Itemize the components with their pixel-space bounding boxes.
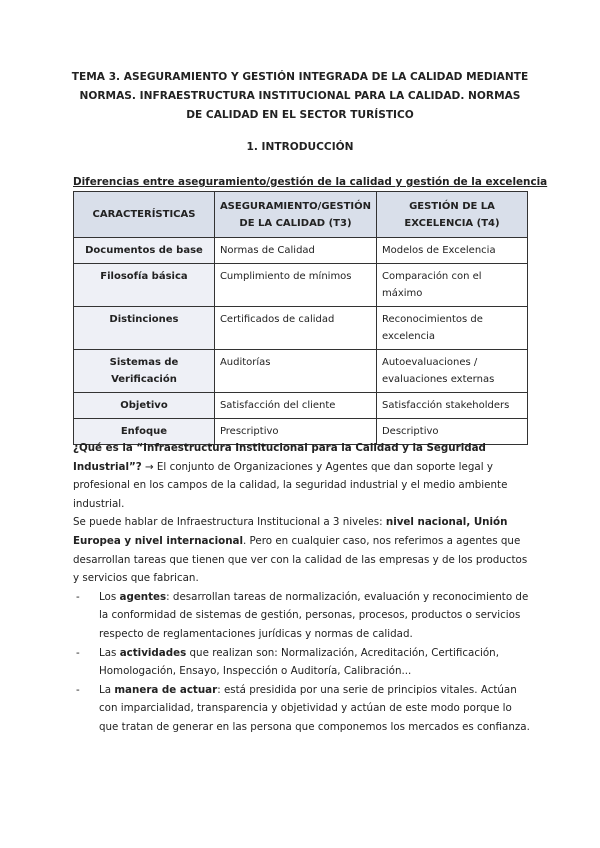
table-row (74, 307, 528, 350)
text: . Pero en cualquier caso, nos referimos a agentes que desarrollan tareas que tienen que ver con la calidad de las empresas y de los productos y servicios que fabrican. (73, 534, 528, 585)
row-label-cell: Objetivo (74, 393, 215, 419)
table-cell: Normas de Calidad (214, 238, 376, 264)
text: : está presidida por una serie de principios vitales. Actúan con imparcialidad, transparencia y objetividad y actúan de este modo porque lo que tratan de generar en las persona que componemos los mercados es confianza. (99, 683, 530, 733)
table-cell: Auditorías (214, 350, 376, 393)
header-cell: ASEGURAMIENTO/GESTIÓN DE LA CALIDAD (T3) (214, 192, 376, 238)
text: La (99, 683, 115, 696)
list-item (73, 681, 533, 737)
bold-text: nivel nacional, Unión Europea y nivel internacional (73, 516, 508, 547)
table-cell: Satisfacción stakeholders (376, 393, 527, 419)
table-cell: Reconocimientos de excelencia (376, 307, 527, 350)
row-label-cell: Sistemas de Verificación (74, 350, 215, 393)
row-label-cell: Distinciones (74, 307, 215, 350)
header-cell: CARACTERÍSTICAS (74, 192, 215, 238)
paragraph (73, 439, 533, 513)
row-label-cell: Filosofía básica (74, 264, 215, 307)
table-cell: Descriptivo (376, 419, 527, 445)
bold-text: agentes (119, 590, 167, 603)
table-cell: Certificados de calidad (214, 307, 376, 350)
text: Los (99, 590, 120, 603)
text: Se puede hablar de Infraestructura Institucional a 3 niveles: (73, 516, 386, 529)
table-cell: Prescriptivo (214, 419, 376, 445)
table-row (74, 264, 528, 307)
table-row (74, 350, 528, 393)
section-heading: 1. INTRODUCCIÓN (246, 141, 354, 153)
header-cell: GESTIÓN DE LA EXCELENCIA (T4) (376, 192, 527, 238)
list-item (73, 588, 533, 644)
table-cell: Satisfacción del cliente (214, 393, 376, 419)
text: que realizan son: Normalización, Acreditación, Certificación, Homologación, Ensayo, Inspección o Auditoría, Calibración... (99, 646, 499, 678)
table-caption: Diferencias entre aseguramiento/gestión de la calidad y gestión de la excelencia (73, 176, 548, 188)
table-cell: Comparación con el máximo (376, 264, 527, 307)
row-label-cell: Enfoque (74, 419, 215, 445)
table-cell: Modelos de Excelencia (376, 238, 527, 264)
text: → El conjunto de Organizaciones y Agentes que dan soporte legal y profesional en los campos de la calidad, la seguridad industrial y el medio ambiente industrial. (73, 460, 508, 510)
table-cell: Autoevaluaciones / evaluaciones externas (376, 350, 527, 393)
bullet-list (73, 588, 533, 737)
document-title: TEMA 3. ASEGURAMIENTO Y GESTIÓN INTEGRADA DE LA CALIDAD MEDIANTE NORMAS. INFRAESTRUCTURA INSTITUCIONAL PARA LA CALIDAD. NORMAS DE CALIDAD EN EL SECTOR TURÍSTICO (71, 71, 529, 121)
dash-bullet: - (76, 590, 80, 603)
paragraph (73, 513, 533, 587)
dash-bullet: - (76, 683, 80, 696)
bold-question: ¿Qué es la “Infraestructura Institucional para la Calidad y la Seguridad Industrial”? (73, 442, 486, 473)
dash-bullet: - (76, 646, 80, 659)
bold-text: actividades (119, 646, 187, 659)
list-item (73, 644, 533, 681)
table-row (74, 393, 528, 419)
table-header-row (74, 192, 528, 238)
row-label-cell: Documentos de base (74, 238, 215, 264)
table-cell: Cumplimiento de mínimos (214, 264, 376, 307)
body-text (73, 439, 533, 737)
text: : desarrollan tareas de normalización, evaluación y reconocimiento de la conformidad de sistemas de gestión, personas, procesos, productos o servicios respecto de reglamentaciones jurídicas y normas de calidad. (99, 590, 529, 640)
comparison-table (73, 191, 528, 445)
table-row (74, 238, 528, 264)
text: Las (99, 646, 120, 659)
bold-text: manera de actuar (114, 683, 218, 696)
